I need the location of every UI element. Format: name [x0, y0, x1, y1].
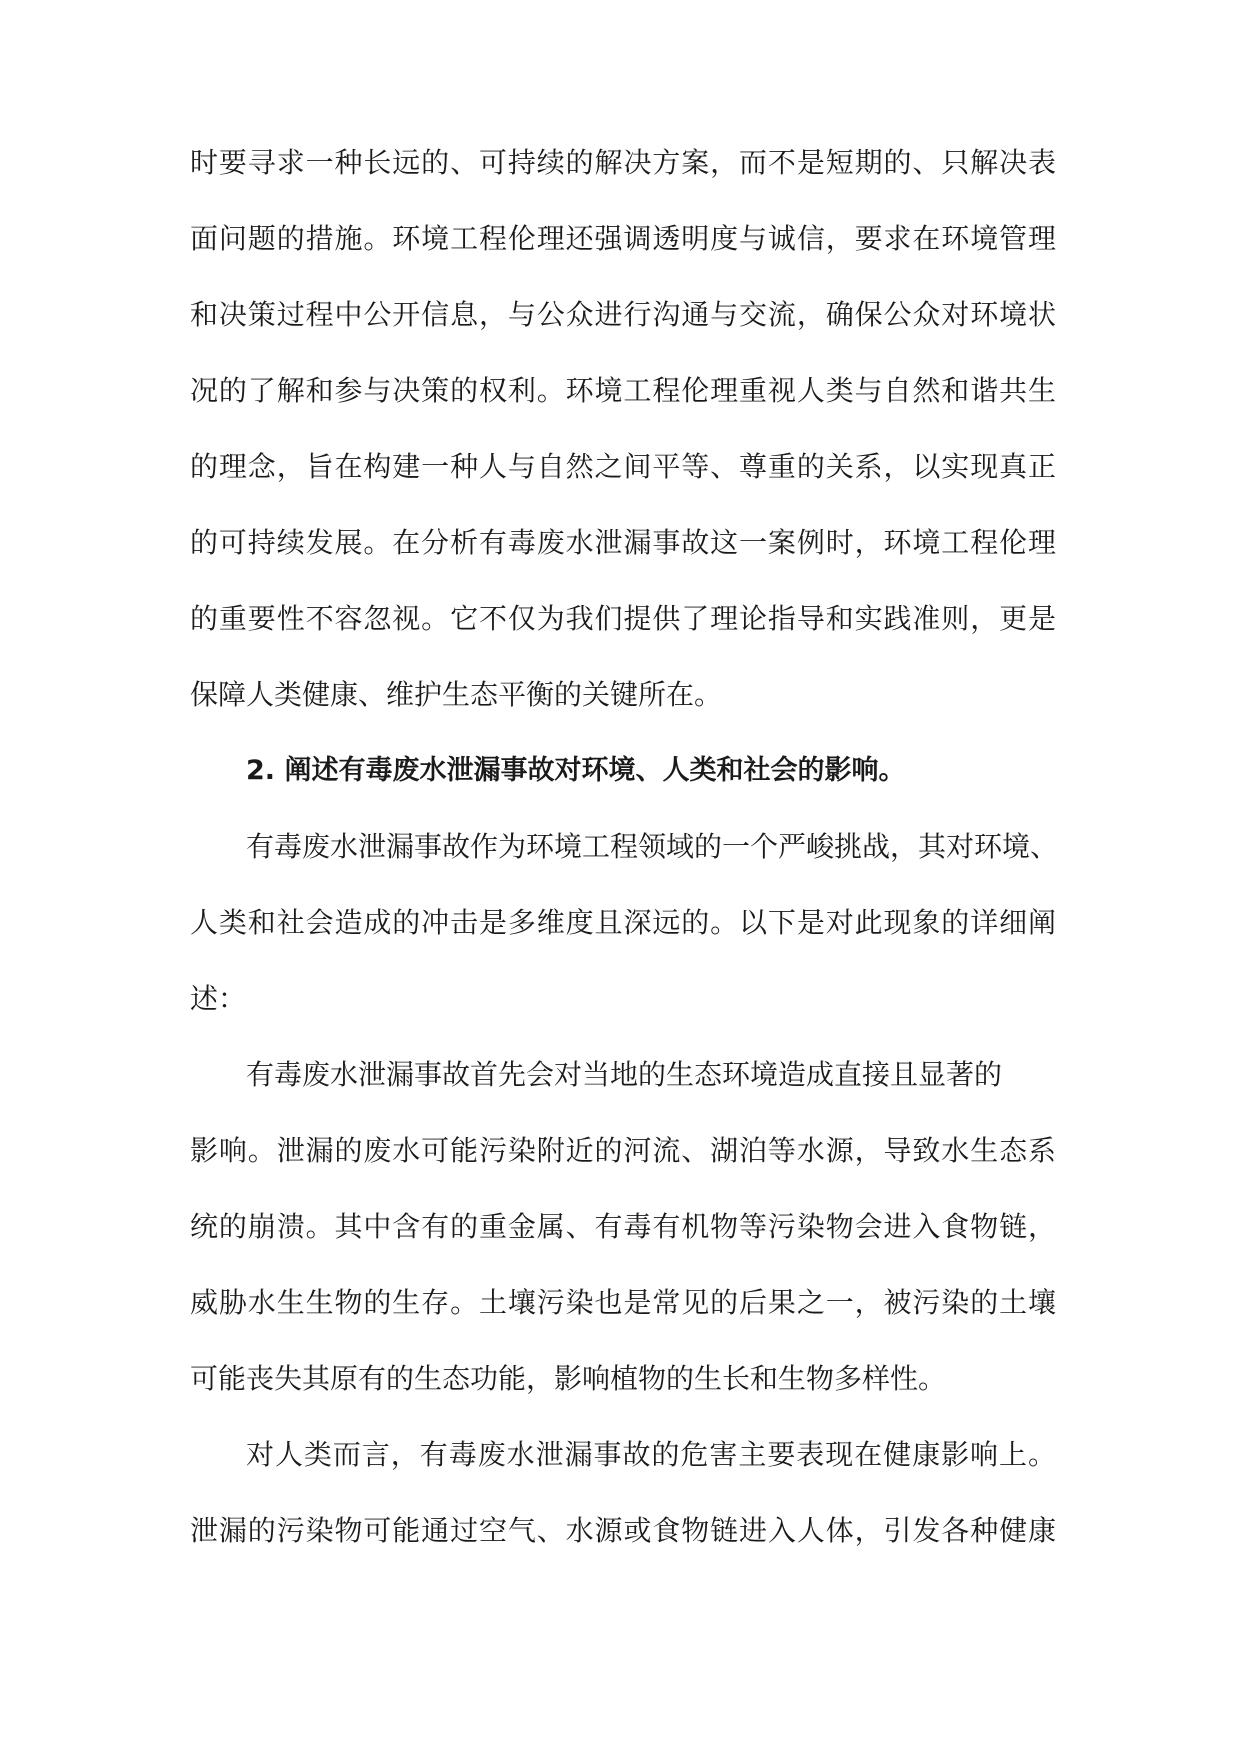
paragraph-environment-impact [190, 1056, 1056, 1398]
paragraph-line: 时要寻求一种长远的、可持续的解决方案，而不是短期的、只解决表 [190, 146, 1056, 179]
paragraph-line: 可能丧失其原有的生态功能，影响植物的生长和生物多样性。 [190, 1362, 947, 1395]
paragraph-line: 统的崩溃。其中含有的重金属、有毒有机物等污染物会进入食物链， [190, 1210, 1056, 1243]
paragraph-line: 威胁水生生物的生存。土壤污染也是常见的后果之一，被污染的土壤 [190, 1286, 1056, 1319]
paragraph-intro [190, 828, 1059, 1018]
paragraph-line: 保障人类健康、维护生态平衡的关键所在。 [190, 678, 723, 711]
paragraph-line: 况的了解和参与决策的权利。环境工程伦理重视人类与自然和谐共生 [190, 374, 1056, 407]
paragraph-line: 的理念，旨在构建一种人与自然之间平等、尊重的关系，以实现真正 [190, 450, 1056, 483]
paragraph-line: 影响。泄漏的废水可能污染附近的河流、湖泊等水源，导致水生态系 [190, 1134, 1056, 1167]
section-heading: 2. 阐述有毒废水泄漏事故对环境、人类和社会的影响。 [246, 755, 906, 786]
paragraph-line: 有毒废水泄漏事故首先会对当地的生态环境造成直接且显著的 [246, 1058, 1003, 1091]
paragraph-human-impact [190, 1436, 1056, 1550]
paragraph-line: 对人类而言，有毒废水泄漏事故的危害主要表现在健康影响上。 [246, 1438, 1056, 1471]
paragraph-ethics-continued [190, 144, 1056, 714]
paragraph-line: 人类和社会造成的冲击是多维度且深远的。以下是对此现象的详细阐 [190, 906, 1056, 939]
document-body [190, 144, 1059, 1550]
paragraph-line: 泄漏的污染物可能通过空气、水源或食物链进入人体，引发各种健康 [190, 1514, 1056, 1547]
paragraph-line: 有毒废水泄漏事故作为环境工程领域的一个严峻挑战，其对环境、 [246, 830, 1059, 863]
paragraph-line: 述： [190, 982, 247, 1015]
paragraph-line: 和决策过程中公开信息，与公众进行沟通与交流，确保公众对环境状 [190, 298, 1056, 331]
paragraph-line: 的重要性不容忽视。它不仅为我们提供了理论指导和实践准则，更是 [190, 602, 1056, 635]
paragraph-line: 面问题的措施。环境工程伦理还强调透明度与诚信，要求在环境管理 [190, 222, 1056, 255]
paragraph-line: 的可持续发展。在分析有毒废水泄漏事故这一案例时，环境工程伦理 [190, 526, 1056, 559]
